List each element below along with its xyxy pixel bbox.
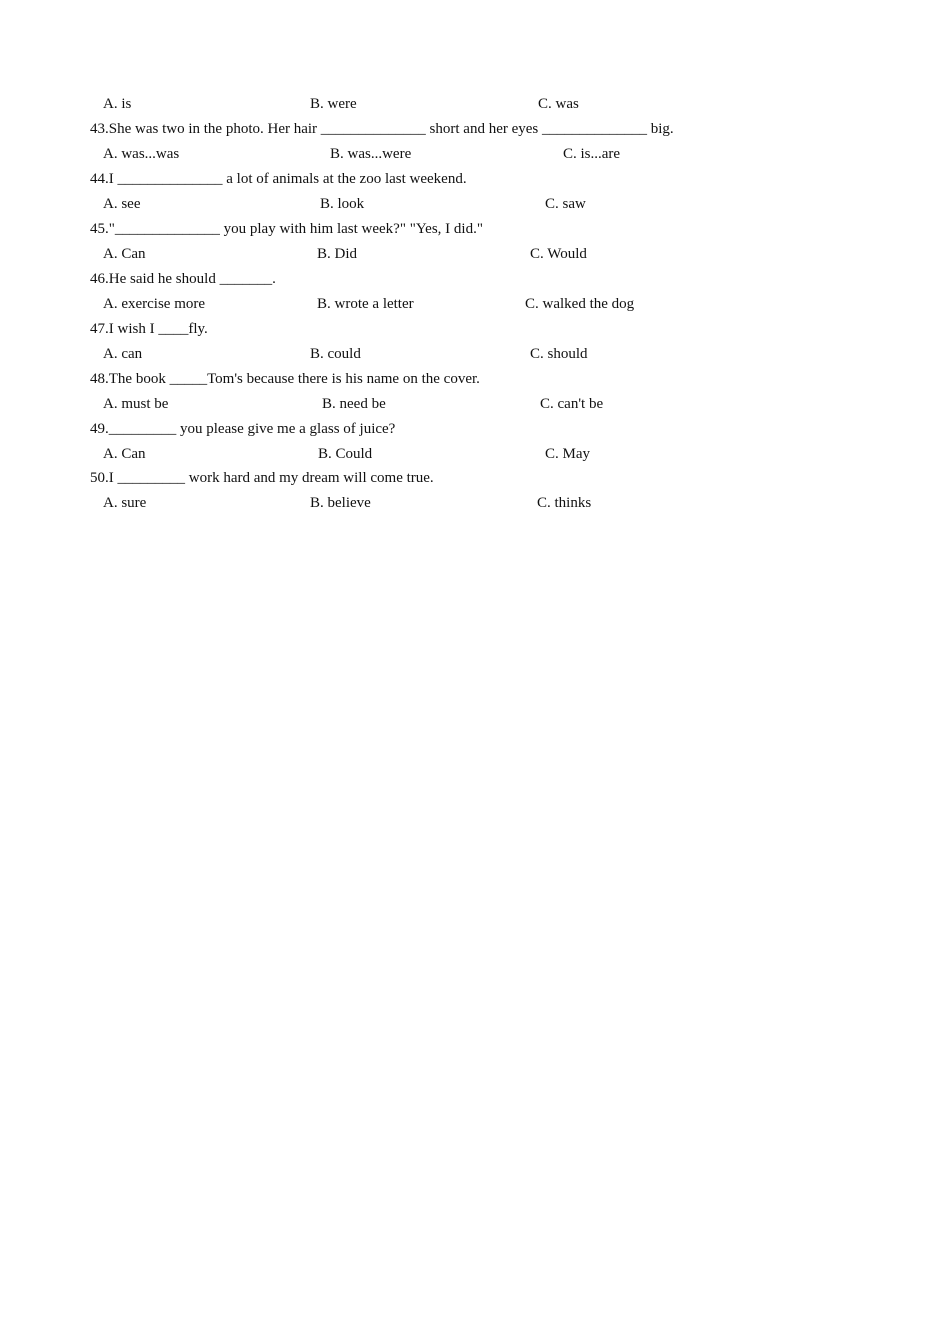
q46-option-c: C. walked the dog: [525, 296, 635, 312]
q50-number: 50.: [90, 470, 109, 486]
q45-option-c: C. Would: [530, 246, 587, 262]
q47-number: 47.: [90, 321, 109, 337]
q45-option-a: A. Can: [103, 246, 146, 262]
q49-option-a: A. Can: [103, 446, 146, 462]
q43-text: She was two in the photo. Her hair ______________ short and her eyes ______________ big.: [108, 121, 674, 137]
q50-text: I _________ work hard and my dream will come true.: [108, 470, 434, 486]
q48-stem: [90, 370, 480, 388]
q45-text: "______________ you play with him last week?" "Yes, I did.": [108, 221, 483, 237]
q49-text: _________ you please give me a glass of juice?: [108, 421, 396, 437]
q44-option-a: A. see: [103, 196, 141, 212]
q46-stem: [90, 270, 276, 288]
q49-option-c: C. May: [545, 446, 590, 462]
q50-stem: [90, 469, 434, 487]
q49-option-b: B. Could: [318, 446, 373, 462]
q44-stem: [90, 170, 467, 188]
q43-option-c: C. is...are: [563, 146, 621, 162]
q44-number: 44.: [90, 171, 109, 187]
q44-text: I ______________ a lot of animals at the zoo last weekend.: [108, 171, 467, 187]
q47-stem: [90, 320, 208, 338]
q48-number: 48.: [90, 371, 109, 387]
q44-option-c: C. saw: [545, 196, 586, 212]
q46-number: 46.: [90, 271, 109, 287]
q47-option-c: C. should: [530, 346, 588, 362]
q48-option-b: B. need be: [322, 396, 386, 412]
q43-stem: [90, 120, 674, 138]
q46-option-b: B. wrote a letter: [317, 296, 414, 312]
q42-option-b: B. were: [310, 96, 357, 112]
q47-option-a: A. can: [103, 346, 143, 362]
q50-option-b: B. believe: [310, 495, 371, 511]
q43-option-a: A. was...was: [103, 146, 180, 162]
q45-option-b: B. Did: [317, 246, 358, 262]
q50-option-c: C. thinks: [537, 495, 592, 511]
q45-stem: [90, 220, 483, 238]
q43-option-b: B. was...were: [330, 146, 412, 162]
q42-option-a: A. is: [103, 96, 132, 112]
q48-option-c: C. can't be: [540, 396, 604, 412]
q45-number: 45.: [90, 221, 109, 237]
q50-option-a: A. sure: [103, 495, 147, 511]
q48-text: The book _____Tom's because there is his name on the cover.: [108, 371, 480, 387]
q46-text: He said he should _______.: [108, 271, 276, 287]
q43-number: 43.: [90, 121, 109, 137]
q48-option-a: A. must be: [103, 396, 169, 412]
q46-option-a: A. exercise more: [103, 296, 206, 312]
q42-option-c: C. was: [538, 96, 579, 112]
q49-number: 49.: [90, 421, 109, 437]
q49-stem: [90, 420, 395, 438]
q47-text: I wish I ____fly.: [108, 321, 208, 337]
q47-option-b: B. could: [310, 346, 361, 362]
q44-option-b: B. look: [320, 196, 365, 212]
